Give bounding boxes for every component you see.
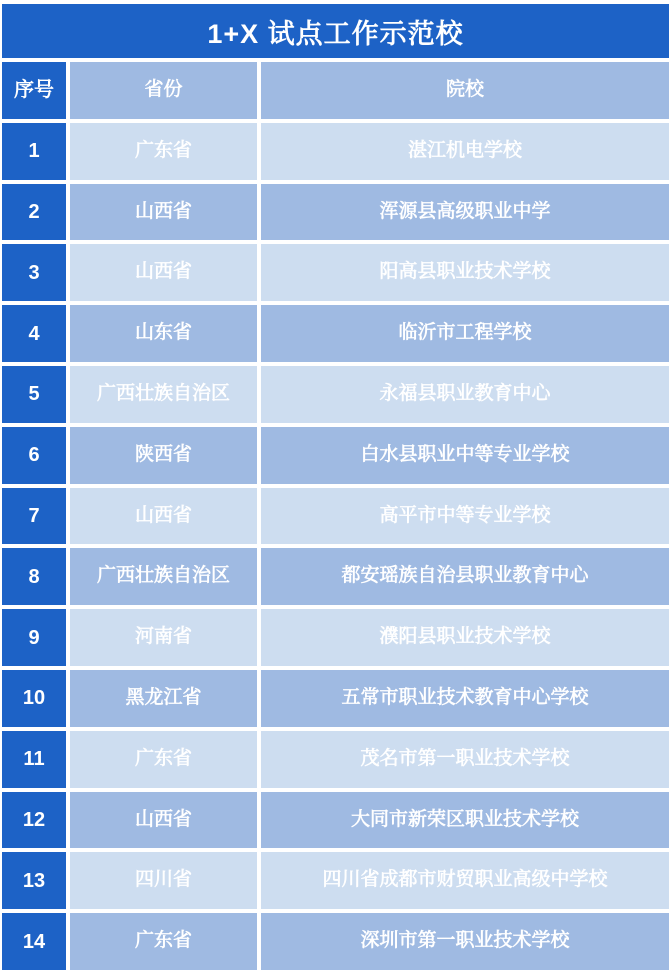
school-cell: 临沂市工程学校 (261, 305, 669, 362)
table-title: 1+X 试点工作示范校 (2, 4, 669, 58)
row-number-cell: 1 (2, 123, 66, 180)
province-cell: 河南省 (70, 609, 257, 666)
province-cell: 广东省 (70, 731, 257, 788)
school-cell: 湛江机电学校 (261, 123, 669, 180)
province-cell: 广东省 (70, 913, 257, 970)
province-cell: 山西省 (70, 488, 257, 545)
row-number-cell: 11 (2, 731, 66, 788)
row-number-cell: 3 (2, 244, 66, 301)
school-cell: 浑源县高级职业中学 (261, 184, 669, 241)
province-cell: 广东省 (70, 123, 257, 180)
row-number-cell: 10 (2, 670, 66, 727)
school-cell: 四川省成都市财贸职业高级中学校 (261, 852, 669, 909)
school-cell: 濮阳县职业技术学校 (261, 609, 669, 666)
row-number-cell: 13 (2, 852, 66, 909)
province-cell: 黑龙江省 (70, 670, 257, 727)
province-cell: 广西壮族自治区 (70, 548, 257, 605)
column-header-no: 序号 (2, 62, 66, 119)
province-cell: 广西壮族自治区 (70, 366, 257, 423)
row-number-cell: 8 (2, 548, 66, 605)
province-cell: 四川省 (70, 852, 257, 909)
row-number-cell: 7 (2, 488, 66, 545)
school-cell: 阳高县职业技术学校 (261, 244, 669, 301)
column-header-school: 院校 (261, 62, 669, 119)
school-cell: 都安瑶族自治县职业教育中心 (261, 548, 669, 605)
row-number-cell: 2 (2, 184, 66, 241)
row-number-cell: 4 (2, 305, 66, 362)
province-cell: 山西省 (70, 184, 257, 241)
school-cell: 深圳市第一职业技术学校 (261, 913, 669, 970)
column-header-province: 省份 (70, 62, 257, 119)
row-number-cell: 5 (2, 366, 66, 423)
province-cell: 山东省 (70, 305, 257, 362)
school-cell: 茂名市第一职业技术学校 (261, 731, 669, 788)
row-number-cell: 9 (2, 609, 66, 666)
school-cell: 白水县职业中等专业学校 (261, 427, 669, 484)
school-cell: 大同市新荣区职业技术学校 (261, 792, 669, 849)
province-cell: 山西省 (70, 244, 257, 301)
province-cell: 山西省 (70, 792, 257, 849)
province-cell: 陕西省 (70, 427, 257, 484)
row-number-cell: 14 (2, 913, 66, 970)
school-cell: 五常市职业技术教育中心学校 (261, 670, 669, 727)
school-cell: 永福县职业教育中心 (261, 366, 669, 423)
row-number-cell: 6 (2, 427, 66, 484)
school-cell: 高平市中等专业学校 (261, 488, 669, 545)
row-number-cell: 12 (2, 792, 66, 849)
